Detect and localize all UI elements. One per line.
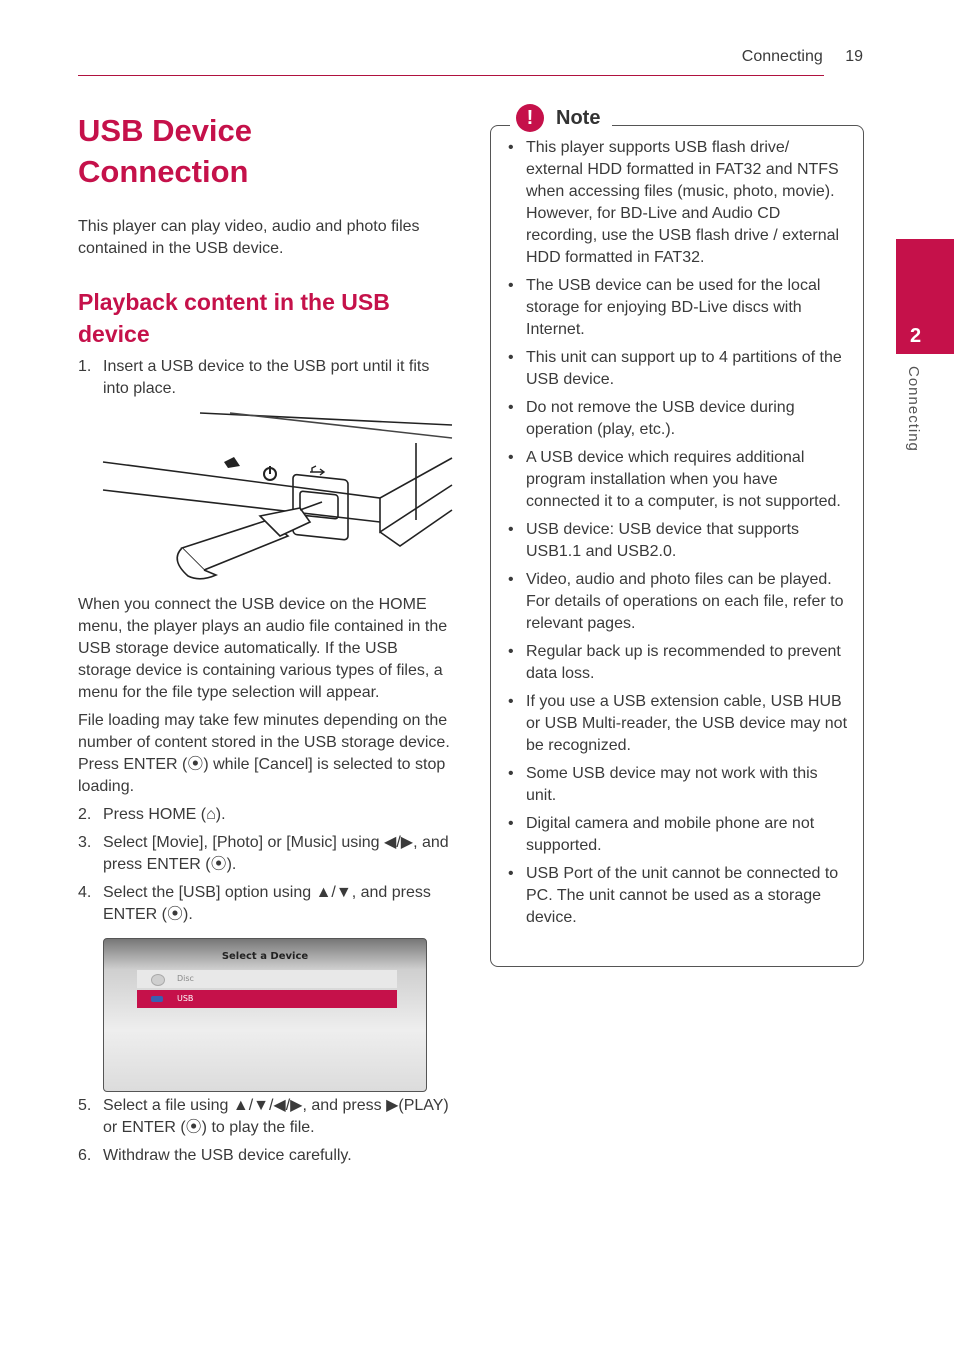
page-number: 19 [845,48,863,65]
left-column-lower [78,594,450,926]
step-5 [78,1095,450,1139]
step-text: Press HOME (⌂). [103,806,226,823]
section-heading: Playback content in the USB device [78,289,390,347]
menu-item-label: Disc [177,974,194,983]
note-item: • Some USB device may not work with this unit. [508,763,850,807]
note-item: • If you use a USB extension cable, USB HUB or USB Multi-reader, the USB device may not be recognized. [508,691,850,757]
step-2 [78,804,450,826]
page-header [742,48,863,66]
note-title: Note [556,106,601,129]
note-item: • A USB device which requires additional program installation when you have connected it to a computer, is not supported. [508,447,850,513]
screen-title: Select a Device [221,951,309,962]
step-text: Select [Movie], [Photo] or [Music] using ◀/▶, and press ENTER (⦿). [103,834,449,873]
step-text: Withdraw the USB device carefully. [103,1147,352,1164]
page-title: USB Device Connection [78,113,253,189]
left-column [78,110,448,400]
menu-item-usb[interactable] [137,990,397,1008]
step-6 [78,1145,450,1167]
note-header [510,104,612,132]
select-device-screen [103,938,427,1092]
exclamation-icon: ! [516,104,544,132]
note-item: • Do not remove the USB device during operation (play, etc.). [508,397,850,441]
menu-item-label: USB [177,994,194,1003]
auto-play-paragraph: When you connect the USB device on the HOME menu, the player plays an audio file contained in the USB storage device automatically. If the USB storage device is containing various types of files, a menu for the file type selection will appear. [78,596,448,701]
step-number: 3. [78,834,92,851]
note-list [508,137,850,935]
step-number: 2. [78,806,92,823]
header-section: Connecting [741,48,823,65]
loading-paragraph: File loading may take few minutes depending on the number of content stored in the USB storage device. Press ENTER (⦿) while [Cancel] is selected to stop loading. [78,712,450,795]
note-item: • The USB device can be used for the local storage for enjoying BD-Live discs with Internet. [508,275,850,341]
chapter-number: 2 [910,325,922,347]
chapter-label: Connecting [905,366,922,452]
step-number: 1. [78,358,92,375]
note-item: • USB Port of the unit cannot be connected to PC. The unit cannot be used as a storage device. [508,863,850,929]
step-text: Insert a USB device to the USB port until it fits into place. [103,358,430,397]
note-item: • Digital camera and mobile phone are not supported. [508,813,850,857]
left-column-final [78,1095,450,1167]
step-number: 6. [78,1147,92,1164]
note-item: • USB device: USB device that supports USB1.1 and USB2.0. [508,519,850,563]
menu-item-disc[interactable] [137,970,397,988]
disc-icon [151,974,165,986]
note-item: • Regular back up is recommended to prevent data loss. [508,641,850,685]
step-text: Select a file using ▲/▼/◀/▶, and press ▶(PLAY) or ENTER (⦿) to play the file. [103,1097,449,1136]
step-number: 4. [78,884,92,901]
chapter-tab [896,239,954,354]
step-3 [78,832,450,876]
step-4 [78,882,450,926]
step-1 [78,356,448,400]
step-text: Select the [USB] option using ▲/▼, and press ENTER (⦿). [103,884,431,923]
usb-icon [151,996,163,1002]
header-rule [78,75,824,76]
usb-insert-illustration [100,410,455,585]
note-item: • Video, audio and photo files can be played. For details of operations on each file, refer to relevant pages. [508,569,850,635]
step-number: 5. [78,1097,92,1114]
note-item: • This unit can support up to 4 partitions of the USB device. [508,347,850,391]
note-item: • This player supports USB flash drive/ external HDD formatted in FAT32 and NTFS when accessing files (music, photo, movie). However, for BD-Live and Audio CD recording, use the USB flash drive / external HDD formatted in FAT32. [508,137,850,269]
intro-text: This player can play video, audio and photo files contained in the USB device. [78,218,420,257]
